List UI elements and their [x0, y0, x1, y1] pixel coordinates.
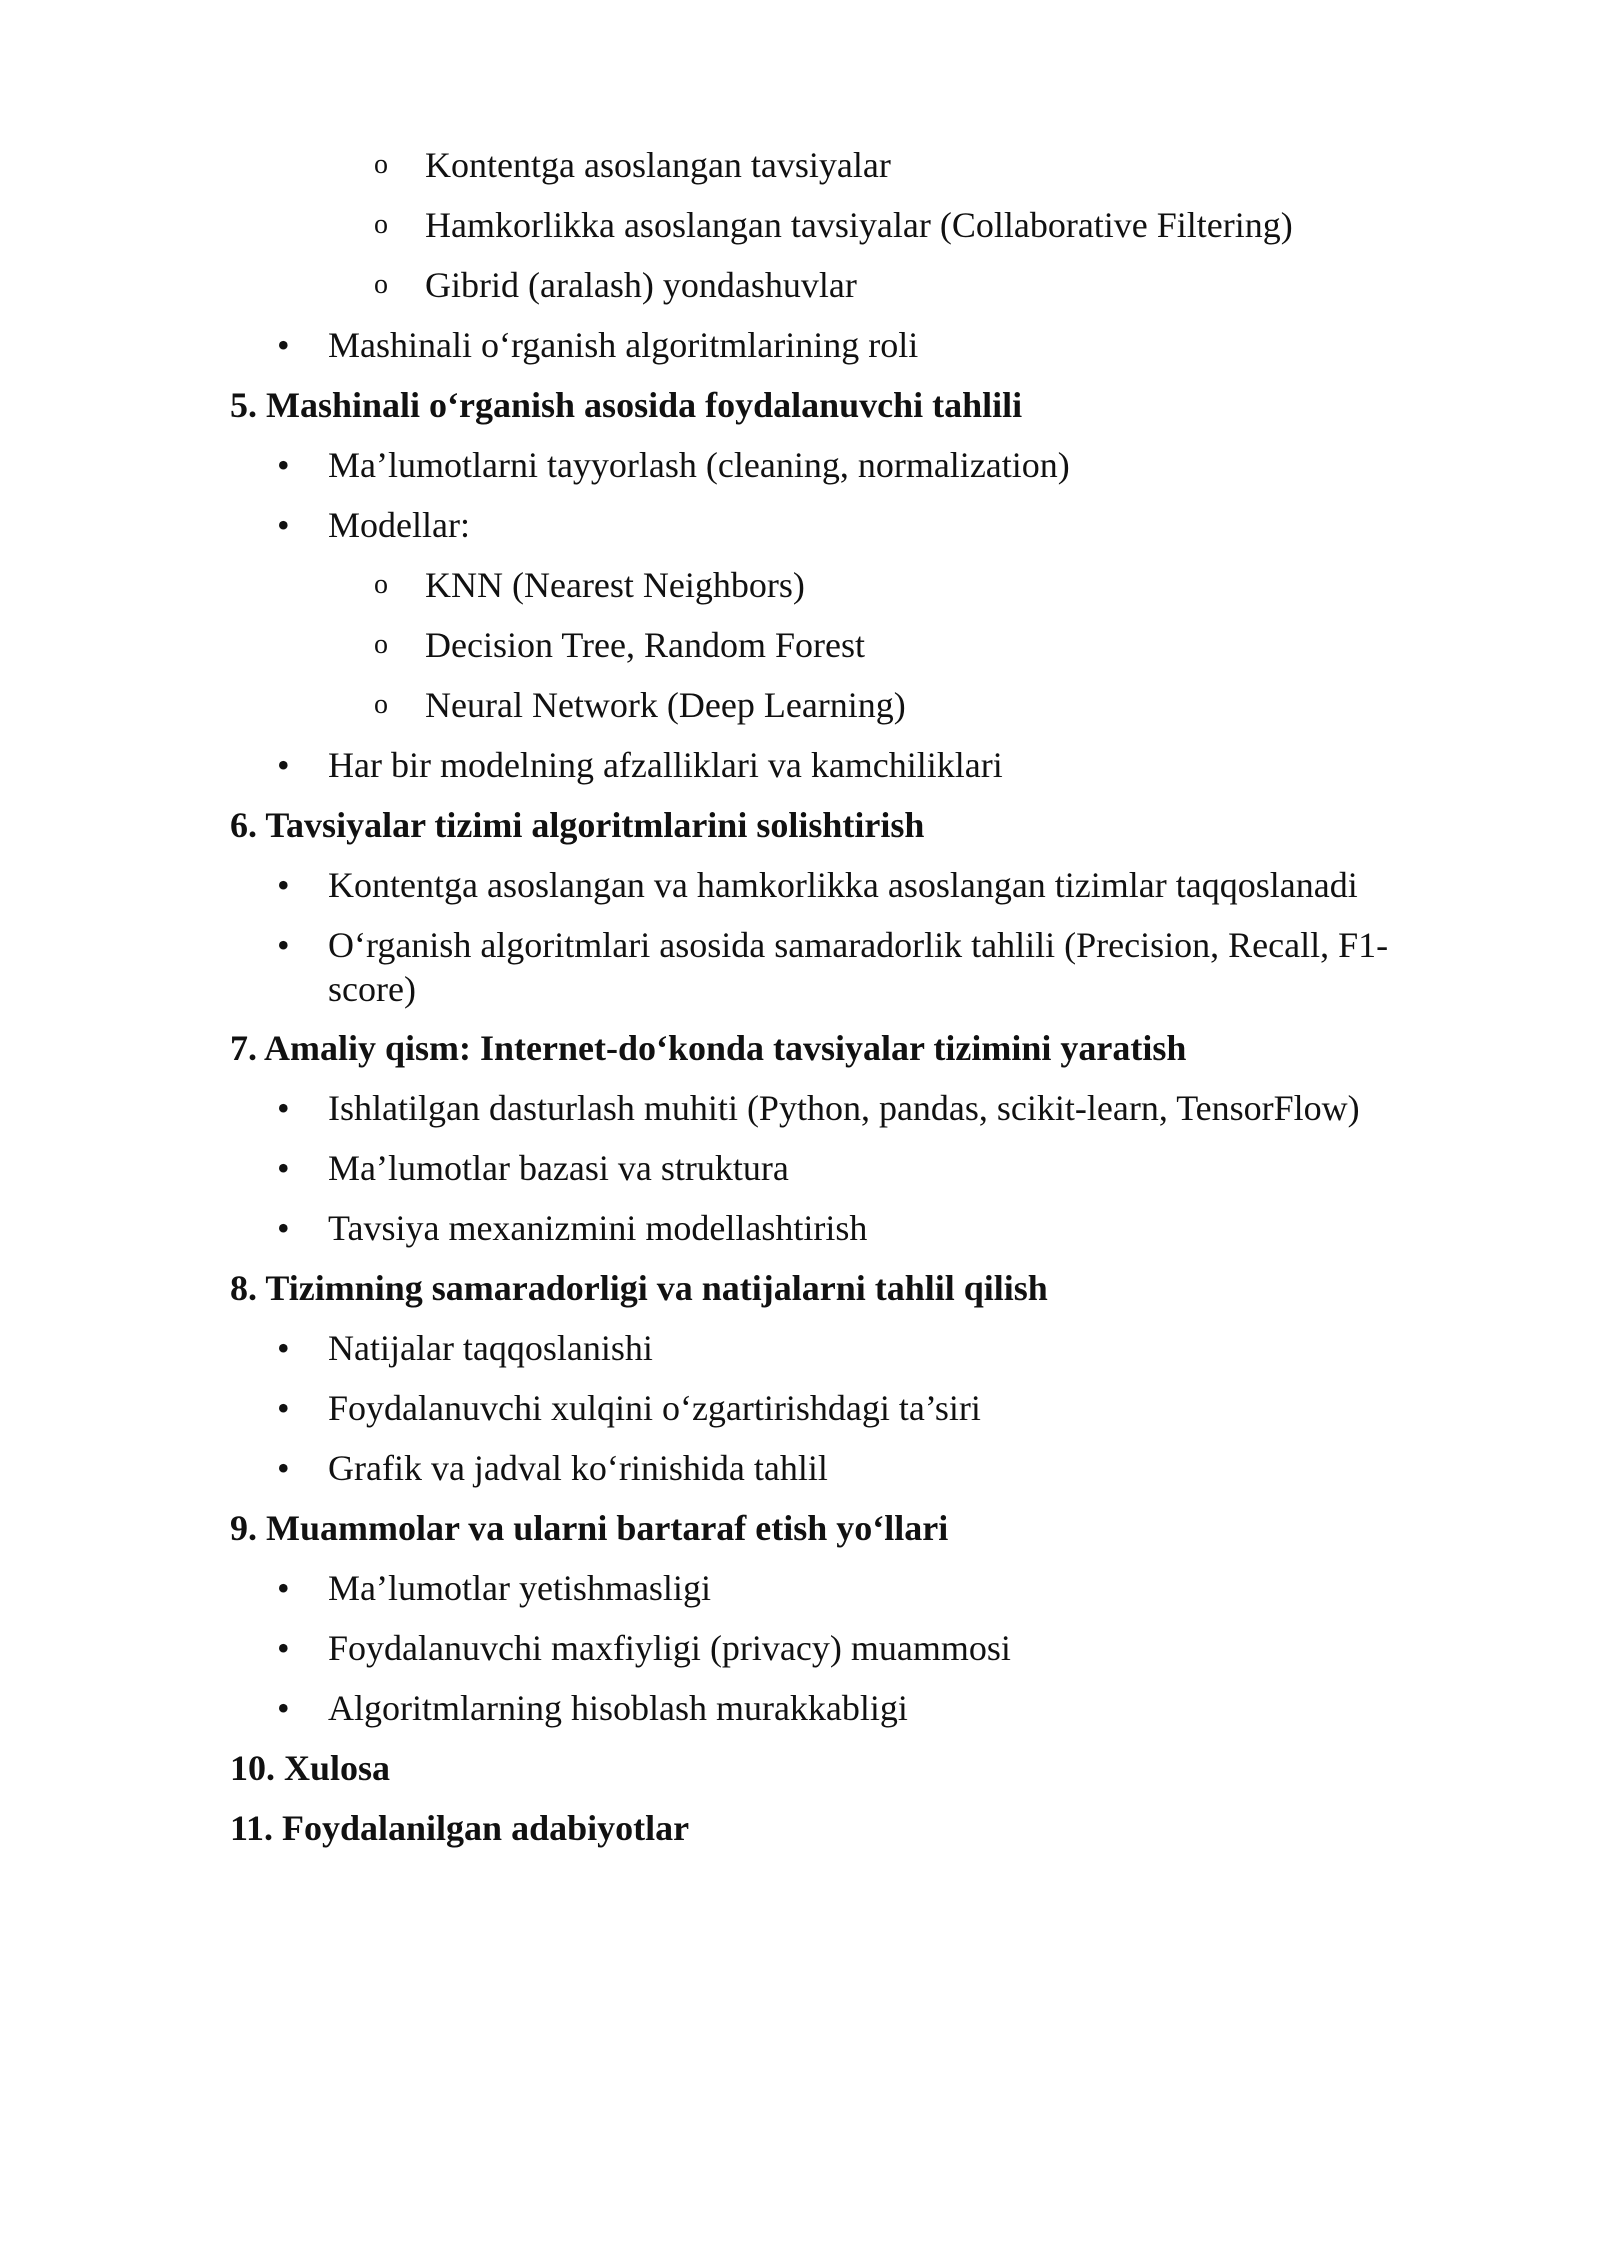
sub-list-item — [0, 263, 1600, 323]
sub-item-text: Neural Network (Deep Learning) — [425, 685, 906, 725]
bullet-marker: • — [277, 1688, 290, 1728]
list-item — [0, 503, 1600, 563]
list-item — [0, 1566, 1600, 1626]
section-heading — [0, 1746, 1600, 1806]
list-item — [0, 1386, 1600, 1446]
sub-item-text: Kontentga asoslangan tavsiyalar — [425, 145, 891, 185]
section-heading — [0, 1026, 1600, 1086]
sub-item-text: KNN (Nearest Neighbors) — [425, 565, 805, 605]
sub-item-text: Decision Tree, Random Forest — [425, 625, 865, 665]
list-item-text: Tavsiya mexanizmini modellashtirish — [328, 1208, 868, 1248]
bullet-marker: • — [277, 505, 290, 545]
list-item — [0, 1206, 1600, 1266]
list-item — [0, 923, 1600, 1026]
sub-item-text: Hamkorlikka asoslangan tavsiyalar (Collaborative Filtering) — [425, 205, 1293, 245]
outline-list — [0, 143, 1600, 1866]
sub-list-item — [0, 623, 1600, 683]
sub-list-item — [0, 203, 1600, 263]
bullet-marker: • — [277, 1388, 290, 1428]
list-item — [0, 1446, 1600, 1506]
sub-bullet-marker: o — [374, 569, 388, 600]
list-item — [0, 323, 1600, 383]
sub-bullet-marker: o — [374, 629, 388, 660]
section-heading — [0, 1506, 1600, 1566]
section-title: 10. Xulosa — [230, 1748, 391, 1788]
list-item — [0, 863, 1600, 923]
bullet-marker: • — [277, 1088, 290, 1128]
list-item — [0, 1626, 1600, 1686]
section-heading — [0, 1266, 1600, 1326]
list-item — [0, 743, 1600, 803]
bullet-marker: • — [277, 1208, 290, 1248]
section-title: 8. Tizimning samaradorligi va natijalarni tahlil qilish — [230, 1268, 1048, 1308]
sub-list-item — [0, 143, 1600, 203]
list-item — [0, 1326, 1600, 1386]
list-item-text: Mashinali o‘rganish algoritmlarining roli — [328, 325, 919, 365]
list-item — [0, 1686, 1600, 1746]
list-item-text: Ma’lumotlar yetishmasligi — [328, 1568, 711, 1608]
bullet-marker: • — [277, 1448, 290, 1488]
sub-item-text: Gibrid (aralash) yondashuvlar — [425, 265, 857, 305]
sub-bullet-marker: o — [374, 689, 388, 720]
bullet-marker: • — [277, 445, 290, 485]
list-item-text: Foydalanuvchi maxfiyligi (privacy) muammosi — [328, 1628, 1011, 1668]
section-title: 9. Muammolar va ularni bartaraf etish yo‘llari — [230, 1508, 949, 1548]
bullet-marker: • — [277, 865, 290, 905]
section-title: 5. Mashinali o‘rganish asosida foydalanuvchi tahlili — [230, 385, 1023, 425]
list-item-text: Natijalar taqqoslanishi — [328, 1328, 653, 1368]
list-item-text: Algoritmlarning hisoblash murakkabligi — [328, 1688, 908, 1728]
list-item-text: Kontentga asoslangan va hamkorlikka asoslangan tizimlar taqqoslanadi — [328, 865, 1358, 905]
section-title: 7. Amaliy qism: Internet-do‘konda tavsiyalar tizimini yaratish — [230, 1028, 1187, 1068]
bullet-marker: • — [277, 925, 290, 965]
list-item-text: Ma’lumotlar bazasi va struktura — [328, 1148, 789, 1188]
list-item-text: Ishlatilgan dasturlash muhiti (Python, pandas, scikit-learn, TensorFlow) — [328, 1088, 1360, 1128]
list-item-text: O‘rganish algoritmlari asosida samaradorlik tahlili (Precision, Recall, F1-score) — [328, 925, 1389, 1009]
sub-bullet-marker: o — [374, 269, 388, 300]
bullet-marker: • — [277, 745, 290, 785]
list-item — [0, 1086, 1600, 1146]
section-title: 11. Foydalanilgan adabiyotlar — [230, 1808, 690, 1848]
list-item-text: Grafik va jadval ko‘rinishida tahlil — [328, 1448, 828, 1488]
bullet-marker: • — [277, 1148, 290, 1188]
list-item — [0, 1146, 1600, 1206]
sub-bullet-marker: o — [374, 209, 388, 240]
list-item — [0, 443, 1600, 503]
list-item-text: Modellar: — [328, 505, 470, 545]
section-heading — [0, 1806, 1600, 1866]
section-title: 6. Tavsiyalar tizimi algoritmlarini solishtirish — [230, 805, 925, 845]
section-heading — [0, 803, 1600, 863]
sub-list-item — [0, 563, 1600, 623]
bullet-marker: • — [277, 1568, 290, 1608]
bullet-marker: • — [277, 1628, 290, 1668]
list-item-text: Har bir modelning afzalliklari va kamchiliklari — [328, 745, 1003, 785]
bullet-marker: • — [277, 1328, 290, 1368]
list-item-text: Foydalanuvchi xulqini o‘zgartirishdagi ta’siri — [328, 1388, 981, 1428]
sub-list-item — [0, 683, 1600, 743]
list-item-text: Ma’lumotlarni tayyorlash (cleaning, normalization) — [328, 445, 1070, 485]
sub-bullet-marker: o — [374, 149, 388, 180]
bullet-marker: • — [277, 325, 290, 365]
section-heading — [0, 383, 1600, 443]
